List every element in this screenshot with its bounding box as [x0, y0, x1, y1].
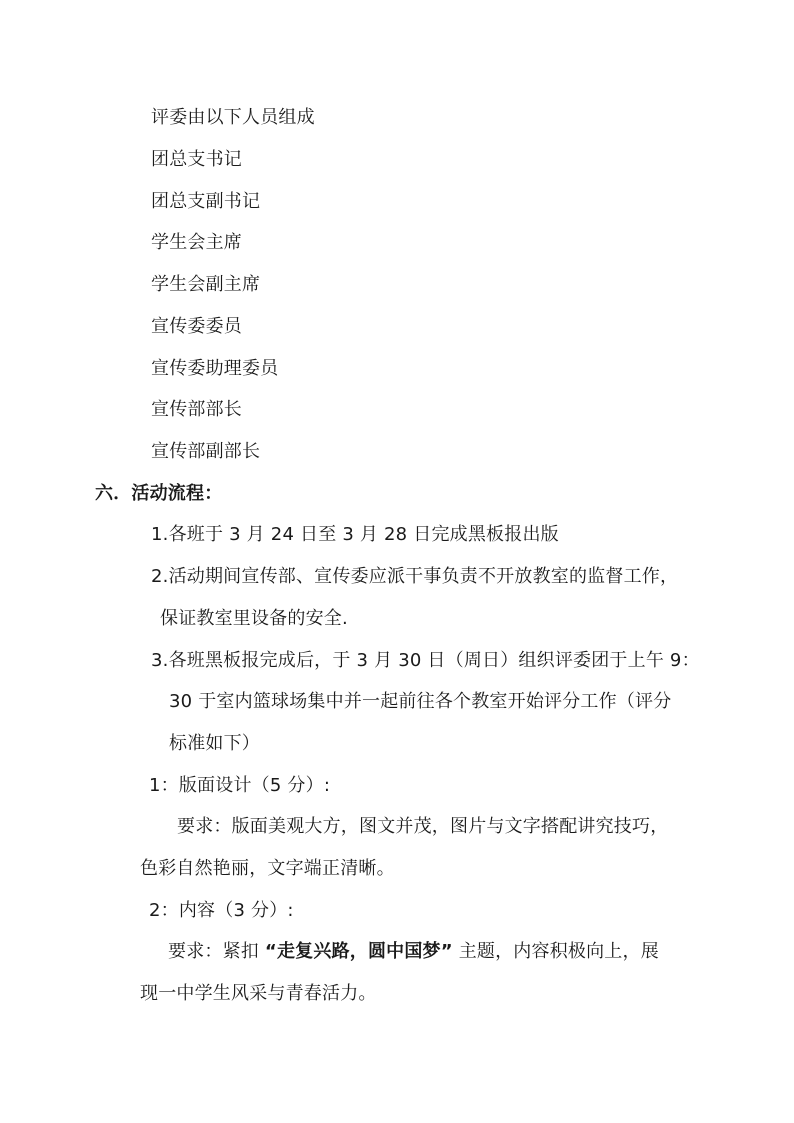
judge-member: 宣传部副部长 — [151, 441, 261, 462]
judge-member: 团总支副书记 — [151, 191, 261, 212]
criterion-2-requirement-prefix: 要求：紧扣 — [168, 941, 259, 962]
section-heading: 六．活动流程： — [95, 483, 223, 504]
criterion-2-title: 2：内容（3 分）: — [149, 900, 294, 921]
criterion-2-requirement-suffix: 主题，内容积极向上，展 — [458, 941, 659, 962]
judge-member: 宣传部部长 — [151, 399, 242, 420]
judge-member: 宣传委委员 — [151, 316, 242, 337]
judge-member: 宣传委助理委员 — [151, 358, 279, 379]
step-2-line-2: 保证教室里设备的安全. — [160, 608, 348, 629]
judges-intro: 评委由以下人员组成 — [151, 107, 315, 128]
judge-member: 团总支书记 — [151, 149, 242, 170]
step-3-line-3: 标准如下） — [169, 733, 260, 754]
criterion-2-requirement-line-2: 现一中学生风采与青春活力。 — [140, 983, 377, 1004]
step-3-line-1: 3.各班黑板报完成后，于 3 月 30 日（周日）组织评委团于上午 9： — [151, 650, 700, 671]
theme-slogan: “走复兴路，圆中国梦” — [264, 941, 453, 962]
step-1: 1.各班于 3 月 24 日至 3 月 28 日完成黑板报出版 — [151, 524, 559, 545]
criterion-2-requirement-line-1 — [168, 940, 659, 964]
judge-member: 学生会副主席 — [151, 274, 261, 295]
criterion-1-requirement-line-1: 要求：版面美观大方，图文并茂，图片与文字搭配讲究技巧， — [177, 816, 669, 837]
judge-member: 学生会主席 — [151, 232, 242, 253]
criterion-1-title: 1：版面设计（5 分）: — [149, 775, 331, 796]
criterion-1-requirement-line-2: 色彩自然艳丽，文字端正清晰。 — [140, 858, 395, 879]
step-3-line-2: 30 于室内篮球场集中并一起前往各个教室开始评分工作（评分 — [169, 691, 672, 712]
step-2-line-1: 2.活动期间宣传部、宣传委应派干事负责不开放教室的监督工作， — [151, 566, 679, 587]
